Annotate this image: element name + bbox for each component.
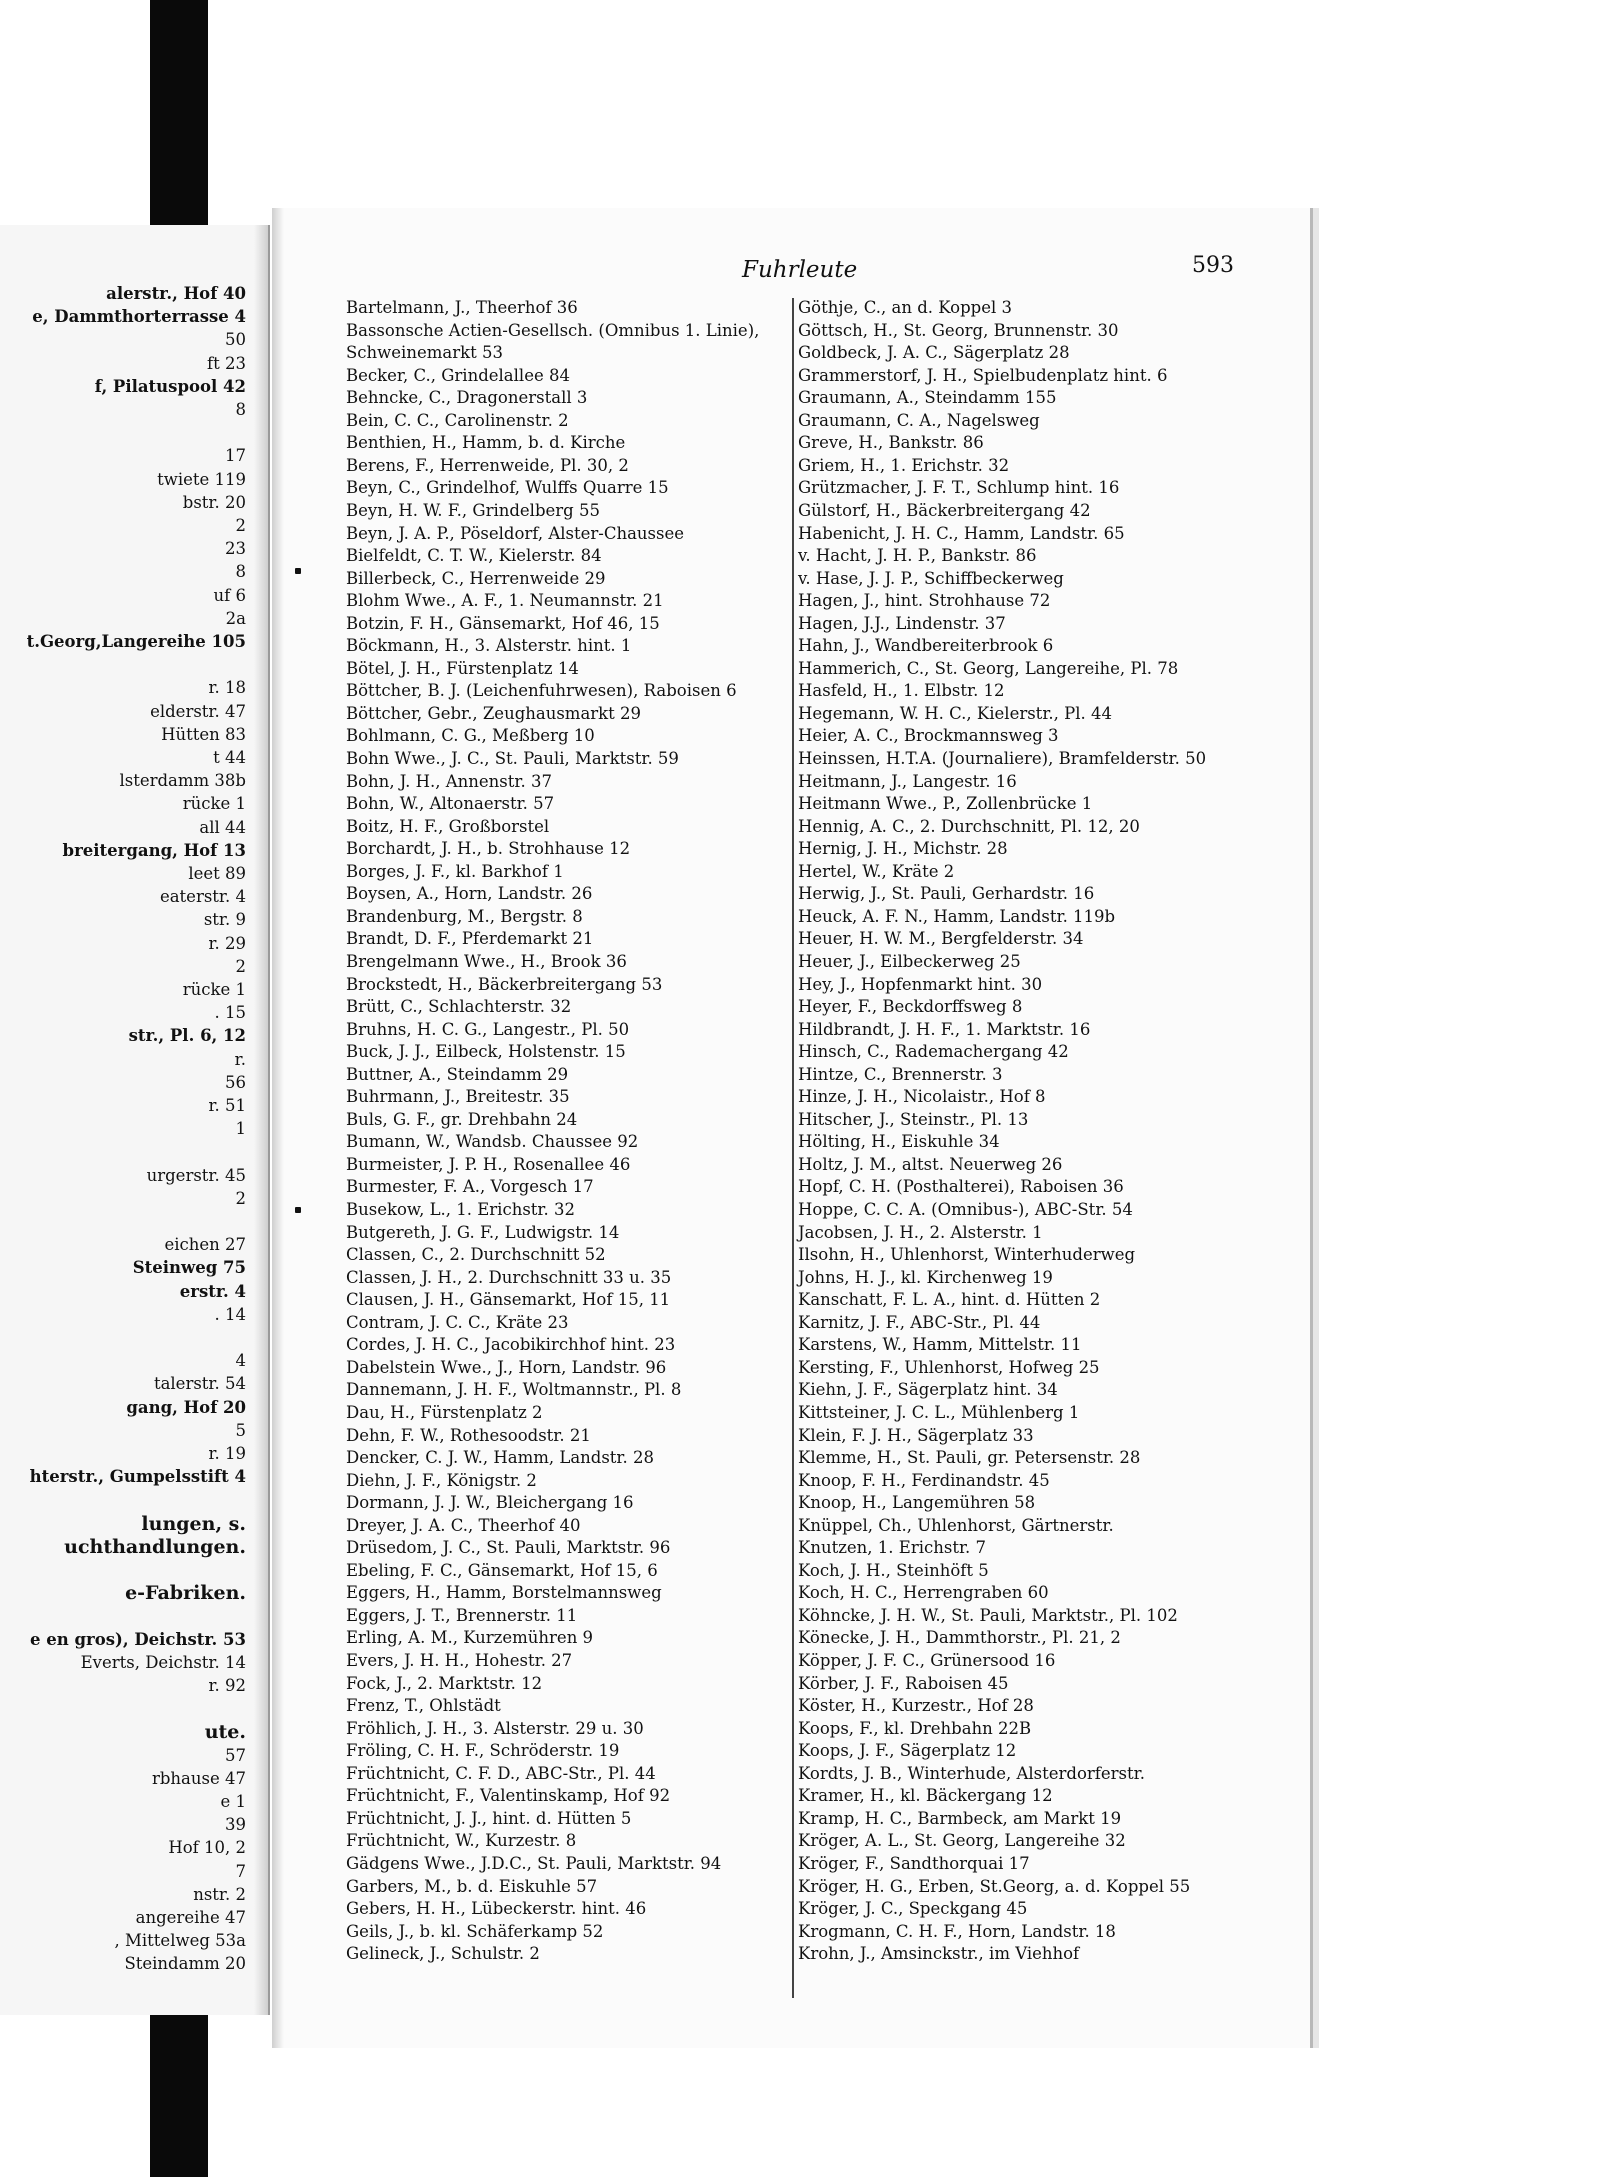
directory-entry: Kröger, A. L., St. Georg, Langereihe 32: [798, 1831, 1126, 1851]
directory-entry: Drüsedom, J. C., St. Pauli, Marktstr. 96: [346, 1538, 671, 1558]
left-page-fragment: t.Georg,Langereihe 105: [26, 632, 246, 651]
directory-entry: Bielfeldt, C. T. W., Kielerstr. 84: [346, 546, 602, 566]
directory-entry: Bruhns, H. C. G., Langestr., Pl. 50: [346, 1019, 630, 1039]
directory-entry: Graumann, C. A., Nagelsweg: [798, 410, 1040, 430]
directory-entry: Kramer, H., kl. Bäckergang 12: [798, 1786, 1053, 1806]
left-page-fragment: 50: [225, 330, 246, 350]
left-page-fragment: t 44: [213, 748, 246, 767]
directory-entry: Garbers, M., b. d. Eiskuhle 57: [346, 1876, 598, 1896]
left-page-fragment: Steindamm 20: [124, 1954, 246, 1974]
directory-entry: Busekow, L., 1. Erichstr. 32: [346, 1200, 575, 1219]
left-page-fragment: 5: [235, 1420, 246, 1440]
directory-entry: Burmeister, J. P. H., Rosenallee 46: [346, 1154, 631, 1174]
left-page-fragment: r. 18: [208, 678, 246, 698]
directory-entry: Butgereth, J. G. F., Ludwigstr. 14: [346, 1222, 620, 1242]
directory-entry: Köhncke, J. H. W., St. Pauli, Marktstr., Pl. 102: [798, 1605, 1178, 1625]
directory-entry: Boysen, A., Horn, Landstr. 26: [346, 884, 593, 904]
directory-entry: Beyn, H. W. F., Grindelberg 55: [346, 500, 600, 520]
left-page: [0, 225, 270, 2015]
left-page-fragment: 23: [225, 539, 246, 559]
directory-entry: Knoop, H., Langemühren 58: [798, 1493, 1036, 1513]
column-divider: [792, 298, 794, 1998]
directory-entry: Hagen, J., hint. Strohhause 72: [798, 591, 1051, 611]
directory-entry: Hölting, H., Eiskuhle 34: [798, 1132, 1000, 1152]
left-page-fragment: str. 9: [203, 910, 246, 930]
left-page-fragment: . 14: [214, 1304, 246, 1324]
left-page-fragment: e, Dammthorterrasse 4: [32, 307, 246, 327]
directory-entry: Heier, A. C., Brockmannsweg 3: [798, 726, 1059, 746]
left-page-fragment: alerstr., Hof 40: [106, 284, 246, 303]
directory-entry: Boitz, H. F., Großborstel: [346, 816, 550, 836]
directory-entry: Grützmacher, J. F. T., Schlump hint. 16: [798, 478, 1120, 498]
directory-entry: Cordes, J. H. C., Jacobikirchhof hint. 23: [346, 1335, 676, 1355]
left-page-fragment: r. 29: [208, 933, 246, 953]
directory-entry: Classen, J. H., 2. Durchschnitt 33 u. 35: [346, 1267, 672, 1287]
directory-entry: Beyn, C., Grindelhof, Wulffs Quarre 15: [346, 478, 669, 498]
left-page-fragment: Everts, Deichstr. 14: [80, 1652, 246, 1672]
directory-entry: Krogmann, C. H. F., Horn, Landstr. 18: [798, 1921, 1116, 1941]
left-page-fragment: ute.: [204, 1721, 246, 1744]
directory-entry: v. Hacht, J. H. P., Bankstr. 86: [798, 546, 1037, 566]
left-page-fragment: rücke 1: [182, 980, 246, 999]
running-head: Fuhrleute: [742, 257, 858, 283]
margin-mark: [295, 1207, 301, 1213]
directory-entry: Brandt, D. F., Pferdemarkt 21: [346, 929, 594, 949]
directory-entry: Eggers, J. T., Brennerstr. 11: [346, 1605, 578, 1625]
directory-entry: Billerbeck, C., Herrenweide 29: [346, 568, 606, 588]
left-page-fragment: eaterstr. 4: [159, 887, 246, 907]
directory-entry: Heitmann, J., Langestr. 16: [798, 771, 1017, 791]
directory-entry: Hammerich, C., St. Georg, Langereihe, Pl. 78: [798, 658, 1179, 678]
directory-entry: Griem, H., 1. Erichstr. 32: [798, 455, 1010, 475]
directory-entry: Hopf, C. H. (Posthalterei), Raboisen 36: [798, 1177, 1124, 1197]
directory-entry: Habenicht, J. H. C., Hamm, Landstr. 65: [798, 523, 1125, 543]
left-page-fragment: 1: [235, 1119, 246, 1139]
directory-entry: Brütt, C., Schlachterstr. 32: [346, 997, 572, 1017]
left-page-fragment: 56: [225, 1072, 246, 1092]
left-page-fragment: r. 19: [208, 1444, 246, 1463]
directory-entry: Köpper, J. F. C., Grünersood 16: [798, 1651, 1056, 1670]
directory-entry: Kröger, J. C., Speckgang 45: [798, 1899, 1028, 1919]
directory-entry: Grammerstorf, J. H., Spielbudenplatz hint. 6: [798, 365, 1168, 385]
directory-entry: Hennig, A. C., 2. Durchschnitt, Pl. 12, 20: [798, 816, 1140, 836]
left-page-fragment: , Mittelweg 53a: [114, 1931, 246, 1951]
left-page-fragment: uf 6: [213, 585, 246, 605]
directory-entry: Dehn, F. W., Rothesoodstr. 21: [346, 1425, 591, 1445]
directory-entry: Bumann, W., Wandsb. Chaussee 92: [346, 1132, 639, 1152]
directory-entry: Bohn, J. H., Annenstr. 37: [346, 771, 552, 791]
left-page-fragment: lungen, s.: [141, 1512, 246, 1535]
directory-entry: Hildbrandt, J. H. F., 1. Marktstr. 16: [798, 1019, 1091, 1039]
left-page-fragment: rücke 1: [182, 794, 246, 814]
directory-entry: Heinssen, H.T.A. (Journaliere), Bramfelderstr. 50: [798, 749, 1207, 768]
directory-entry: Dreyer, J. A. C., Theerhof 40: [346, 1515, 581, 1535]
directory-entry: Buhrmann, J., Breitestr. 35: [346, 1087, 570, 1107]
directory-entry: Knoop, F. H., Ferdinandstr. 45: [798, 1470, 1050, 1490]
directory-entry: Kröger, F., Sandthorquai 17: [798, 1853, 1030, 1873]
directory-entry: Evers, J. H. H., Hohestr. 27: [346, 1651, 573, 1670]
right-gutter-shadow: [272, 208, 284, 2048]
left-page-fragment: . 15: [214, 1003, 246, 1023]
directory-entry: Brandenburg, M., Bergstr. 8: [346, 906, 583, 926]
directory-entry: Holtz, J. M., altst. Neuerweg 26: [798, 1154, 1063, 1174]
directory-entry: Kersting, F., Uhlenhorst, Hofweg 25: [798, 1357, 1100, 1377]
directory-entry: Koops, J. F., Sägerplatz 12: [798, 1741, 1017, 1761]
directory-entry: Contram, J. C. C., Kräte 23: [346, 1312, 569, 1332]
left-page-fragment: twiete 119: [157, 469, 246, 489]
directory-entry: Buck, J. J., Eilbeck, Holstenstr. 15: [346, 1042, 626, 1062]
directory-entry: Blohm Wwe., A. F., 1. Neumannstr. 21: [346, 591, 664, 611]
left-page-fragment: all 44: [199, 817, 246, 837]
directory-entry: Hintze, C., Brennerstr. 3: [798, 1064, 1003, 1084]
page-number: 593: [1192, 253, 1234, 278]
directory-entry: Eggers, H., Hamm, Borstelmannsweg: [346, 1583, 662, 1603]
directory-entry: Behncke, C., Dragonerstall 3: [346, 388, 588, 408]
left-page-fragment: breitergang, Hof 13: [62, 840, 246, 860]
directory-entry: Burmester, F. A., Vorgesch 17: [346, 1177, 594, 1197]
directory-entry: Böckmann, H., 3. Alsterstr. hint. 1: [346, 636, 632, 656]
directory-entry: Buttner, A., Steindamm 29: [346, 1064, 569, 1084]
directory-entry: Becker, C., Grindelallee 84: [346, 365, 570, 385]
directory-entry: Hinsch, C., Rademachergang 42: [798, 1042, 1069, 1062]
directory-entry: Dau, H., Fürstenplatz 2: [346, 1402, 543, 1422]
directory-entry: Heuck, A. F. N., Hamm, Landstr. 119b: [798, 906, 1116, 926]
directory-entry: Früchtnicht, F., Valentinskamp, Hof 92: [346, 1786, 671, 1806]
directory-entry: Dencker, C. J. W., Hamm, Landstr. 28: [346, 1448, 654, 1468]
directory-entry: Karstens, W., Hamm, Mittelstr. 11: [798, 1335, 1082, 1355]
directory-entry: Früchtnicht, C. F. D., ABC-Str., Pl. 44: [346, 1763, 656, 1783]
directory-entry: Ebeling, F. C., Gänsemarkt, Hof 15, 6: [346, 1560, 658, 1580]
directory-entry: Früchtnicht, J. J., hint. d. Hütten 5: [346, 1808, 632, 1828]
left-page-fragment: 8: [235, 400, 246, 419]
directory-entry: Graumann, A., Steindamm 155: [798, 388, 1057, 408]
left-page-fragment: Hof 10, 2: [168, 1838, 246, 1858]
directory-entry: Jacobsen, J. H., 2. Alsterstr. 1: [798, 1222, 1043, 1242]
left-page-fragment: e 1: [220, 1792, 246, 1811]
directory-entry: Hasfeld, H., 1. Elbstr. 12: [798, 681, 1005, 701]
directory-entry: v. Hase, J. J. P., Schiffbeckerweg: [798, 568, 1064, 588]
directory-entry: Borchardt, J. H., b. Strohhause 12: [346, 839, 631, 859]
directory-entry: Bohn, W., Altonaerstr. 57: [346, 794, 555, 814]
left-page-fragment: str., Pl. 6, 12: [128, 1026, 246, 1046]
left-page-fragment: nstr. 2: [193, 1884, 246, 1904]
directory-entry: Heuer, H. W. M., Bergfelderstr. 34: [798, 929, 1084, 949]
directory-entry: Hey, J., Hopfenmarkt hint. 30: [798, 974, 1043, 994]
left-page-fragment: 2a: [225, 608, 246, 628]
directory-entry: Böttcher, B. J. (Leichenfuhrwesen), Raboisen 6: [346, 681, 737, 701]
left-page-fragment: gang, Hof 20: [126, 1397, 246, 1417]
directory-entry: Böttcher, Gebr., Zeughausmarkt 29: [346, 703, 642, 723]
directory-entry: Fock, J., 2. Marktstr. 12: [346, 1673, 543, 1693]
directory-entry: Kramp, H. C., Barmbeck, am Markt 19: [798, 1808, 1122, 1828]
directory-entry: Körber, J. F., Raboisen 45: [798, 1673, 1009, 1693]
left-page-fragment: 2: [235, 956, 246, 976]
directory-entry: Kanschatt, F. L. A., hint. d. Hütten 2: [798, 1290, 1101, 1310]
directory-entry: Klemme, H., St. Pauli, gr. Petersenstr. 28: [798, 1448, 1141, 1468]
left-page-fragment: leet 89: [188, 864, 246, 883]
left-page-fragment: Hütten 83: [161, 724, 246, 744]
left-page-fragment: elderstr. 47: [150, 701, 246, 721]
left-page-fragment: hterstr., Gumpelsstift 4: [29, 1467, 246, 1487]
directory-entry: Buls, G. F., gr. Drehbahn 24: [346, 1109, 578, 1129]
directory-entry: Dormann, J. J. W., Bleichergang 16: [346, 1493, 634, 1513]
directory-entry: Klein, F. J. H., Sägerplatz 33: [798, 1425, 1034, 1445]
directory-entry: Heuer, J., Eilbeckerweg 25: [798, 951, 1021, 971]
left-page-fragment: e en gros), Deichstr. 53: [30, 1629, 246, 1649]
left-page-fragment: talerstr. 54: [153, 1374, 246, 1394]
left-page-fragment: 2: [235, 516, 246, 535]
directory-entry: Geils, J., b. kl. Schäferkamp 52: [346, 1921, 604, 1941]
directory-entry: Koch, H. C., Herrengraben 60: [798, 1583, 1049, 1603]
directory-entry: Karnitz, J. F., ABC-Str., Pl. 44: [798, 1312, 1041, 1332]
directory-entry: Hitscher, J., Steinstr., Pl. 13: [798, 1109, 1029, 1129]
left-page-fragment: lsterdamm 38b: [119, 771, 246, 791]
left-page-fragment: 8: [235, 562, 246, 582]
directory-entry: Kröger, H. G., Erben, St.Georg, a. d. Koppel 55: [798, 1876, 1191, 1896]
directory-entry: Hoppe, C. C. A. (Omnibus-), ABC-Str. 54: [798, 1200, 1133, 1219]
directory-entry: Gebers, H. H., Lübeckerstr. hint. 46: [346, 1899, 647, 1919]
left-page-fragment: e-Fabriken.: [125, 1582, 246, 1605]
directory-entry: Diehn, J. F., Königstr. 2: [346, 1470, 537, 1490]
left-page-fragment: r. 92: [208, 1676, 246, 1695]
directory-entry: Göthje, C., an d. Koppel 3: [798, 298, 1013, 317]
directory-entry: Dannemann, J. H. F., Woltmannstr., Pl. 8: [346, 1380, 682, 1400]
directory-entry: Berens, F., Herrenweide, Pl. 30, 2: [346, 455, 629, 475]
directory-entry: Brengelmann Wwe., H., Brook 36: [346, 951, 627, 971]
directory-entry: Frenz, T., Ohlstädt: [346, 1696, 501, 1716]
left-page-fragment: 57: [225, 1745, 246, 1765]
left-page-fragment: uchthandlungen.: [64, 1535, 246, 1558]
left-page-fragment: erstr. 4: [179, 1281, 246, 1301]
directory-entry: Botzin, F. H., Gänsemarkt, Hof 46, 15: [346, 613, 660, 633]
directory-entry: Hegemann, W. H. C., Kielerstr., Pl. 44: [798, 703, 1112, 723]
directory-entry: Johns, H. J., kl. Kirchenweg 19: [798, 1267, 1053, 1287]
directory-entry: Hernig, J. H., Michstr. 28: [798, 839, 1008, 859]
directory-entry: Köster, H., Kurzestr., Hof 28: [798, 1696, 1034, 1716]
directory-entry: Kittsteiner, J. C. L., Mühlenberg 1: [798, 1402, 1080, 1422]
left-page-fragment: r.: [234, 1049, 246, 1069]
directory-entry: Früchtnicht, W., Kurzestr. 8: [346, 1831, 577, 1851]
directory-entry: Benthien, H., Hamm, b. d. Kirche: [346, 433, 626, 453]
directory-entry: Bohn Wwe., J. C., St. Pauli, Marktstr. 59: [346, 749, 679, 768]
directory-entry: Hertel, W., Kräte 2: [798, 861, 955, 881]
left-page-fragment: eichen 27: [164, 1235, 246, 1255]
left-page-fragment: Steinweg 75: [132, 1258, 246, 1278]
left-page-fragment: angereihe 47: [135, 1908, 246, 1927]
directory-entry: Gädgens Wwe., J.D.C., St. Pauli, Marktstr. 94: [346, 1853, 722, 1873]
directory-entry: Heyer, F., Beckdorffsweg 8: [798, 997, 1023, 1017]
left-page-fragment: 17: [225, 446, 246, 466]
directory-entry: Heitmann Wwe., P., Zollenbrücke 1: [798, 794, 1093, 814]
directory-entry: Ilsohn, H., Uhlenhorst, Winterhuderweg: [798, 1245, 1136, 1265]
directory-entry: Knüppel, Ch., Uhlenhorst, Gärtnerstr.: [798, 1515, 1114, 1535]
directory-entry: Borges, J. F., kl. Barkhof 1: [346, 861, 564, 881]
directory-entry: Goldbeck, J. A. C., Sägerplatz 28: [798, 343, 1070, 363]
directory-entry: Bötel, J. H., Fürstenplatz 14: [346, 658, 579, 678]
directory-entry: Hinze, J. H., Nicolaistr., Hof 8: [798, 1087, 1046, 1107]
directory-entry: Hahn, J., Wandbereiterbrook 6: [798, 636, 1054, 656]
directory-entry: Bein, C. C., Carolinenstr. 2: [346, 410, 569, 430]
directory-entry: Beyn, J. A. P., Pöseldorf, Alster-Chaussee: [346, 523, 685, 543]
directory-entry: Schweinemarkt 53: [346, 343, 503, 363]
directory-entry: Göttsch, H., St. Georg, Brunnenstr. 30: [798, 320, 1119, 340]
left-page-fragment: bstr. 20: [182, 492, 246, 512]
left-page-fragment: rbhause 47: [151, 1768, 246, 1788]
left-page-fragment: 39: [225, 1815, 246, 1835]
directory-entry: Kordts, J. B., Winterhude, Alsterdorferstr.: [798, 1763, 1145, 1783]
directory-entry: Clausen, J. H., Gänsemarkt, Hof 15, 11: [346, 1290, 671, 1310]
left-page-fragment: f, Pilatuspool 42: [94, 376, 246, 396]
left-page-fragment: 7: [235, 1861, 246, 1881]
margin-mark: [295, 568, 301, 574]
directory-entry: Fröling, C. H. F., Schröderstr. 19: [346, 1741, 620, 1761]
left-page-fragment: 4: [235, 1351, 246, 1371]
directory-entry: Herwig, J., St. Pauli, Gerhardstr. 16: [798, 884, 1095, 904]
directory-entry: Erling, A. M., Kurzemühren 9: [346, 1628, 594, 1648]
directory-entry: Dabelstein Wwe., J., Horn, Landstr. 96: [346, 1357, 667, 1377]
directory-entry: Krohn, J., Amsinckstr., im Viehhof: [798, 1944, 1080, 1964]
directory-entry: Knutzen, 1. Erichstr. 7: [798, 1538, 987, 1558]
directory-entry: Gülstorf, H., Bäckerbreitergang 42: [798, 500, 1091, 520]
left-page-fragment: 2: [235, 1188, 246, 1208]
directory-entry: Brockstedt, H., Bäckerbreitergang 53: [346, 974, 663, 994]
directory-entry: Bartelmann, J., Theerhof 36: [346, 298, 578, 317]
directory-entry: Classen, C., 2. Durchschnitt 52: [346, 1245, 606, 1265]
directory-entry: Bohlmann, C. G., Meßberg 10: [346, 726, 595, 746]
directory-entry: Koch, J. H., Steinhöft 5: [798, 1560, 989, 1580]
left-page-fragment: urgerstr. 45: [146, 1165, 246, 1185]
directory-entry: Fröhlich, J. H., 3. Alsterstr. 29 u. 30: [346, 1718, 644, 1738]
directory-entry: Hagen, J.J., Lindenstr. 37: [798, 613, 1006, 633]
left-page-fragment: r. 51: [208, 1096, 246, 1115]
directory-entry: Greve, H., Bankstr. 86: [798, 433, 984, 453]
directory-entry: Gelineck, J., Schulstr. 2: [346, 1944, 540, 1964]
left-page-fragment: ft 23: [207, 353, 246, 373]
directory-entry: Koops, F., kl. Drehbahn 22B: [798, 1718, 1032, 1738]
directory-entry: Kiehn, J. F., Sägerplatz hint. 34: [798, 1380, 1058, 1400]
directory-entry: Könecke, J. H., Dammthorstr., Pl. 21, 2: [798, 1628, 1121, 1648]
left-gutter-shadow: [254, 225, 268, 2015]
directory-entry: Bassonsche Actien-Gesellsch. (Omnibus 1. Linie),: [346, 320, 760, 340]
